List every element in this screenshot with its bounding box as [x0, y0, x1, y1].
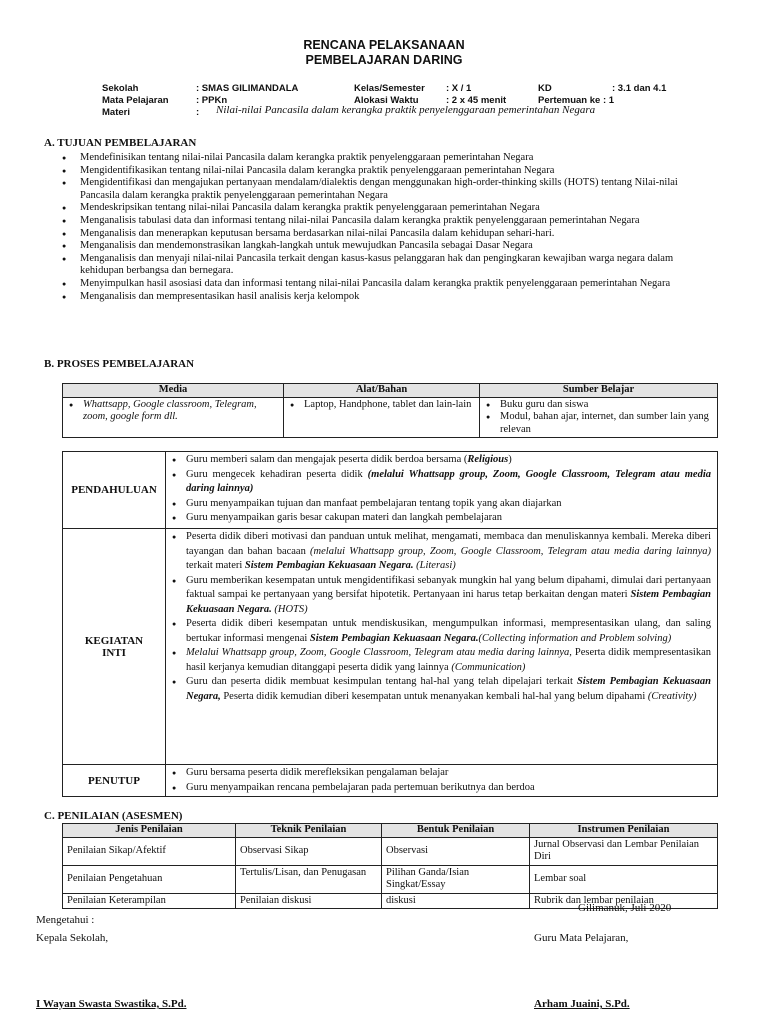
title-line-1: RENCANA PELAKSANAAN	[303, 38, 465, 52]
table-row: Penilaian Pengetahuan Tertulis/Lisan, dan Penugasan Pilihan Ganda/Isian Singkat/Essay Lembar soal	[63, 865, 718, 893]
tujuan-list	[62, 152, 702, 303]
tujuan-heading: A. TUJUAN PEMBELAJARAN	[44, 137, 197, 149]
materi-colon: :	[196, 107, 200, 118]
kd-value: : 3.1 dan 4.1	[612, 83, 667, 94]
list-item: ● Guru memberikan kesempatan untuk mengidentifikasi sebanyak mungkin hal yang belum dipahami, dimulai dari pertanyaan faktual sampai ke pertanyaan yang bersifat hipotetik. Pertanyaan ini harus tetap berkaitan dengan materi Sistem Pembagian Kekuasaan Negara. (HOTS)	[170, 574, 711, 618]
lesson-meta	[0, 0, 768, 130]
list-item: ● Menganalisis dan mendemonstrasikan langkah-langkah untuk mewujudkan Pancasila sebagai Dasar Negara	[62, 240, 702, 253]
list-item: ● Menganalisis dan mempresentasikan hasil analisis kerja kelompok	[62, 291, 702, 304]
list-item: ● Mengidentifikasi dan mengajukan pertanyaan mendalam/dialektis dengan menggunakan high-order-thinking skills (HOTS) tentang Nilai-nilai Pancasila dalam kerangka praktik penyelenggaraan pemerintahan Negara	[62, 177, 702, 202]
list-item: ● Guru dan peserta didik membuat kesimpulan tentang hal-hal yang telah dipelajari terkait Sistem Pembagian Kekuasaan Negara, Peserta didik kemudian diberi kesempatan untuk menanyakan kembali hal-hal yang belum dipahami (Creativity)	[170, 675, 711, 704]
kegiatan-inti-cell	[166, 529, 718, 765]
list-item: ● Menganalisis dan menyaji nilai-nilai Pancasila terkait dengan kasus-kasus pelanggaran hak dan pengingkaran kewajiban warga negara dalam kehidupan berbangsa dan bernegara.	[62, 253, 702, 278]
proses-heading: B. PROSES PEMBELAJARAN	[44, 358, 195, 370]
guru-label: Guru Mata Pelajaran,	[534, 932, 629, 944]
list-item: ● Guru menyampaikan garis besar cakupan materi dan langkah pembelajaran	[170, 511, 711, 526]
media-cell	[63, 397, 284, 438]
list-item: ● Guru memberi salam dan mengajak peserta didik berdoa bersama (Religious)	[170, 453, 711, 468]
list-item: ● Guru menyampaikan tujuan dan manfaat pembelajaran tentang topik yang akan diajarkan	[170, 497, 711, 512]
place-date: Gilimanuk, Juli 2020	[578, 902, 672, 914]
sumber-cell	[480, 397, 718, 438]
table-header: Jenis Penilaian	[63, 824, 236, 838]
list-item: ● Menganalisis tabulasi data dan informasi tentang nilai-nilai Pancasila dalam kerangka praktik penyelenggaraan pemerintahan Negara	[62, 215, 702, 228]
kd-label: KD	[538, 83, 552, 94]
sekolah-value: : SMAS GILIMANDALA	[196, 83, 299, 94]
materi-label: Materi	[102, 107, 130, 118]
kelas-label: Kelas/Semester	[354, 83, 425, 94]
list-item: ● Guru menyampaikan rencana pembelajaran pada pertemuan berikutnya dan berdoa	[170, 781, 711, 796]
kegiatan-table	[62, 451, 718, 797]
penilaian-heading: C. PENILAIAN (ASESMEN)	[44, 810, 183, 822]
kelas-value: : X / 1	[446, 83, 472, 94]
kegiatan-inti-label: KEGIATAN INTI	[63, 529, 166, 765]
kepala-sekolah-label: Kepala Sekolah,	[36, 932, 109, 944]
alat-cell	[284, 397, 480, 438]
list-item: ● Mendeskripsikan tentang nilai-nilai Pancasila dalam kerangka praktik penyelenggaraan pemerintahan Negara	[62, 202, 702, 215]
sumber-item-2: ● Modul, bahan ajar, internet, dan sumber lain yang relevan	[484, 411, 713, 436]
list-item: ● Mengidentifikasikan tentang nilai-nilai Pancasila dalam kerangka praktik penyelenggaraan pemerintahan Negara	[62, 165, 702, 178]
media-table	[62, 383, 718, 438]
table-row: Penilaian Keterampilan Penilaian diskusi diskusi Rubrik dan lembar penilaian	[63, 893, 718, 909]
list-item: ● Guru mengecek kehadiran peserta didik (melalui Whattsapp group, Zoom, Google Classroom, Telegram atau media daring lainnya)	[170, 468, 711, 497]
mapel-label: Mata Pelajaran	[102, 95, 169, 106]
list-item: ● Mendefinisikan tentang nilai-nilai Pancasila dalam kerangka praktik penyelenggaraan pemerintahan Negara	[62, 152, 702, 165]
table-header: Bentuk Penilaian	[382, 824, 530, 838]
pendahuluan-cell	[166, 452, 718, 529]
alokasi-label: Alokasi Waktu	[354, 95, 419, 106]
list-item: ● Guru bersama peserta didik merefleksikan pengalaman belajar	[170, 766, 711, 781]
sumber-item-1: ● Buku guru dan siswa	[484, 399, 713, 412]
list-item: ● Melalui Whattsapp group, Zoom, Google Classroom, Telegram atau media daring lainnya, Peserta didik mempresentasikan hasil kerjanya kemudian ditanggapi peserta didik yang lainnya (Communication)	[170, 646, 711, 675]
alokasi-value: : 2 x 45 menit	[446, 95, 507, 106]
table-row: Penilaian Sikap/Afektif Observasi Sikap Observasi Jurnal Observasi dan Lembar Penilaian Diri	[63, 837, 718, 865]
list-item: ● Menyimpulkan hasil asosiasi data dan informasi tentang nilai-nilai Pancasila dalam kerangka praktik penyelenggaraan pemerintahan Negara	[62, 278, 702, 291]
mengetahui-label: Mengetahui :	[36, 914, 95, 926]
sekolah-label: Sekolah	[102, 83, 139, 94]
pertemuan-label: Pertemuan ke : 1	[538, 95, 615, 106]
title-line-2: PEMBELAJARAN DARING	[305, 53, 463, 67]
list-item: ● Peserta didik diberi kesempatan untuk mendiskusikan, mengumpulkan informasi, mempresentasikan ulang, dan saling bertukar informasi mengenai Sistem Pembagian Kekuasaan Negara.(Collecting information and Problem solving)	[170, 617, 711, 646]
kepala-sekolah-name: I Wayan Swasta Swastika, S.Pd.	[36, 998, 187, 1010]
guru-name: Arham Juaini, S.Pd.	[534, 998, 630, 1010]
list-item: ● Peserta didik diberi motivasi dan panduan untuk melihat, mengamati, membaca dan menuliskannya kembali. Mereka diberi tayangan dan bahan bacaan (melalui Whattsapp group, Zoom, Google Classroom, Telegram atau media daring lainnya) terkait materi Sistem Pembagian Kekuasaan Negara. (Literasi)	[170, 530, 711, 574]
penutup-cell	[166, 765, 718, 797]
list-item: ● Menganalisis dan menerapkan keputusan bersama berdasarkan nilai-nilai Pancasila dalam kehidupan sehari-hari.	[62, 228, 702, 241]
alat-item: ● Laptop, Handphone, tablet dan lain-lain	[288, 399, 475, 412]
table-header: Instrumen Penilaian	[530, 824, 718, 838]
penutup-label: PENUTUP	[63, 765, 166, 797]
table-header: Teknik Penilaian	[236, 824, 382, 838]
media-header: Media	[63, 384, 284, 398]
penilaian-table	[62, 823, 718, 909]
sumber-header: Sumber Belajar	[480, 384, 718, 398]
materi-value: Nilai-nilai Pancasila dalam kerangka praktik penyelenggaraan pemerintahan Negara	[216, 104, 596, 116]
pendahuluan-label: PENDAHULUAN	[63, 452, 166, 529]
alat-header: Alat/Bahan	[284, 384, 480, 398]
media-item: ● Whattsapp, Google classroom, Telegram, zoom, google form dll.	[67, 399, 279, 424]
mapel-value: : PPKn	[196, 95, 228, 106]
